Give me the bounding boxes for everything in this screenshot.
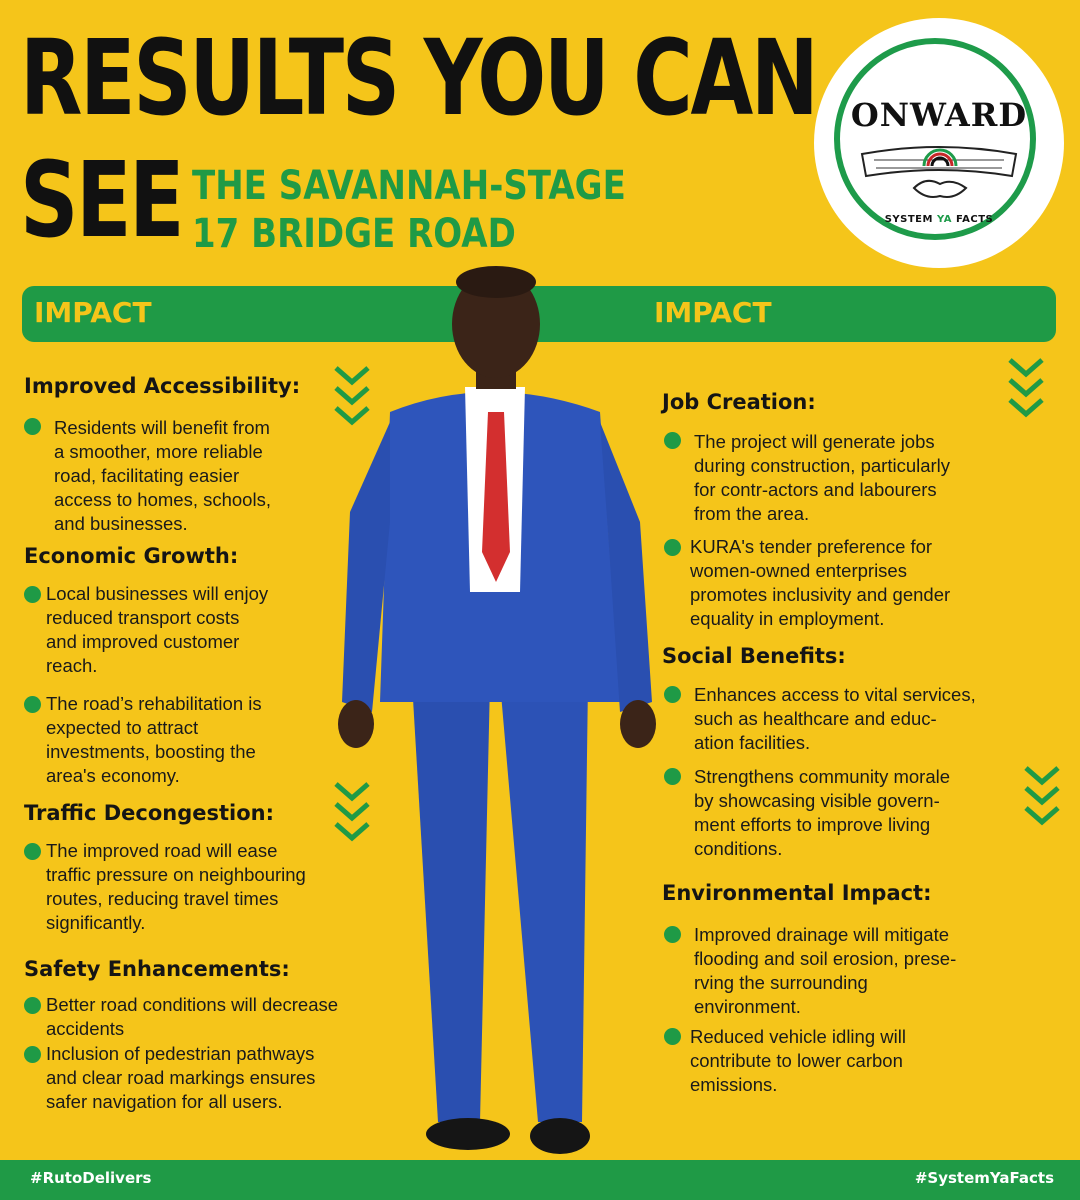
bullet-line: Better road conditions will decrease xyxy=(46,994,339,1015)
bullet-line: a smoother, more reliable xyxy=(54,441,263,462)
bullet-line: by showcasing visible govern- xyxy=(694,790,940,811)
bullet-line: Reduced vehicle idling will xyxy=(690,1026,906,1047)
bullet-line: traffic pressure on neighbouring xyxy=(46,864,306,885)
logo-sub-b: YA xyxy=(936,214,952,225)
logo-sub-a: SYSTEM xyxy=(884,214,937,225)
bullet-dot-icon xyxy=(664,686,681,703)
bullet-line: The project will generate jobs xyxy=(694,431,935,452)
bullet-jobs-1 xyxy=(694,430,950,526)
bullet-social-2 xyxy=(694,765,950,861)
bullet-line: rving the surrounding xyxy=(694,972,868,993)
impact-label-right: IMPACT xyxy=(654,296,772,329)
chevron-down-icon xyxy=(1024,766,1060,832)
bullet-line: environment. xyxy=(694,996,801,1017)
bullet-line: Enhances access to vital services, xyxy=(694,684,976,705)
bullet-dot-icon xyxy=(24,997,41,1014)
bullet-line: for contr-actors and labourers xyxy=(694,479,937,500)
bullet-line: The road’s rehabilitation is xyxy=(46,693,262,714)
bullet-line: investments, boosting the xyxy=(46,741,256,762)
bullet-line: equality in employment. xyxy=(690,608,885,629)
bullet-dot-icon xyxy=(664,926,681,943)
bullet-accessibility-1 xyxy=(54,416,271,536)
bullet-line: access to homes, schools, xyxy=(54,489,271,510)
bullet-dot-icon xyxy=(664,432,681,449)
heading-job-creation: Job Creation: xyxy=(662,390,816,414)
bullet-line: Residents will benefit from xyxy=(54,417,270,438)
heading-economic-growth: Economic Growth: xyxy=(24,544,239,568)
bullet-dot-icon xyxy=(664,539,681,556)
bullet-line: expected to attract xyxy=(46,717,199,738)
project-title-line-2: 17 BRIDGE ROAD xyxy=(192,211,516,257)
bullet-dot-icon xyxy=(24,696,41,713)
bullet-line: conditions. xyxy=(694,838,783,859)
bullet-line: KURA's tender preference for xyxy=(690,536,933,557)
bullet-dot-icon xyxy=(24,586,41,603)
bullet-dot-icon xyxy=(24,1046,41,1063)
impact-label-left: IMPACT xyxy=(34,296,152,329)
heading-improved-accessibility: Improved Accessibility: xyxy=(24,374,301,398)
bullet-line: and improved customer xyxy=(46,631,240,652)
bullet-dot-icon xyxy=(24,418,41,435)
bullet-line: women-owned enterprises xyxy=(690,560,907,581)
bullet-line: from the area. xyxy=(694,503,810,524)
logo-sub-c: FACTS xyxy=(951,214,994,225)
bullet-line: Improved drainage will mitigate xyxy=(694,924,950,945)
bullet-economic-2 xyxy=(46,692,262,788)
headline-line-2: SEE xyxy=(20,139,183,261)
bullet-environment-1 xyxy=(694,923,956,1019)
bullet-line: ation facilities. xyxy=(694,732,811,753)
bullet-dot-icon xyxy=(664,768,681,785)
hashtag-right: #SystemYaFacts xyxy=(914,1169,1054,1187)
bullet-line: promotes inclusivity and gender xyxy=(690,584,951,605)
headline-line-1: RESULTS YOU CAN xyxy=(20,17,817,139)
chevron-down-icon xyxy=(334,782,370,848)
onward-logo xyxy=(814,18,1064,268)
project-title-line-1: THE SAVANNAH-STAGE xyxy=(192,163,626,209)
bullet-line: ment efforts to improve living xyxy=(694,814,931,835)
bullet-safety-1 xyxy=(46,993,338,1041)
chevron-down-icon xyxy=(334,366,370,432)
bullet-line: and clear road markings ensures xyxy=(46,1067,316,1088)
bullet-line: accidents xyxy=(46,1018,125,1039)
bullet-jobs-2 xyxy=(690,535,950,631)
bullet-dot-icon xyxy=(24,843,41,860)
bullet-line: reduced transport costs xyxy=(46,607,240,628)
logo-title: ONWARD xyxy=(850,96,1028,134)
bullet-line: safer navigation for all users. xyxy=(46,1091,283,1112)
hashtag-left: #RutoDelivers xyxy=(30,1169,152,1187)
bullet-dot-icon xyxy=(664,1028,681,1045)
handshake-icon xyxy=(854,136,1024,206)
bullet-economic-1 xyxy=(46,582,268,678)
bullet-line: significantly. xyxy=(46,912,146,933)
heading-environmental-impact: Environmental Impact: xyxy=(662,881,932,905)
bullet-line: emissions. xyxy=(690,1074,778,1095)
bullet-line: road, facilitating easier xyxy=(54,465,240,486)
chevron-down-icon xyxy=(1008,358,1044,424)
project-title xyxy=(192,162,626,258)
person-illustration xyxy=(320,262,670,1162)
logo-subtitle xyxy=(814,214,1064,225)
bullet-line: during construction, particularly xyxy=(694,455,951,476)
heading-safety-enhancements: Safety Enhancements: xyxy=(24,957,290,981)
bullet-line: flooding and soil erosion, prese- xyxy=(694,948,957,969)
bullet-line: and businesses. xyxy=(54,513,188,534)
bullet-line: The improved road will ease xyxy=(46,840,278,861)
bullet-line: routes, reducing travel times xyxy=(46,888,279,909)
heading-traffic-decongestion: Traffic Decongestion: xyxy=(24,801,275,825)
bullet-line: area's economy. xyxy=(46,765,180,786)
bullet-line: reach. xyxy=(46,655,98,676)
bullet-line: Strengthens community morale xyxy=(694,766,951,787)
bullet-safety-2 xyxy=(46,1042,315,1114)
bullet-line: such as healthcare and educ- xyxy=(694,708,937,729)
bullet-line: Local businesses will enjoy xyxy=(46,583,269,604)
bullet-traffic-1 xyxy=(46,839,306,935)
bullet-social-1 xyxy=(694,683,976,755)
bullet-line: contribute to lower carbon xyxy=(690,1050,903,1071)
bullet-line: Inclusion of pedestrian pathways xyxy=(46,1043,315,1064)
heading-social-benefits: Social Benefits: xyxy=(662,644,846,668)
bullet-environment-2 xyxy=(690,1025,906,1097)
